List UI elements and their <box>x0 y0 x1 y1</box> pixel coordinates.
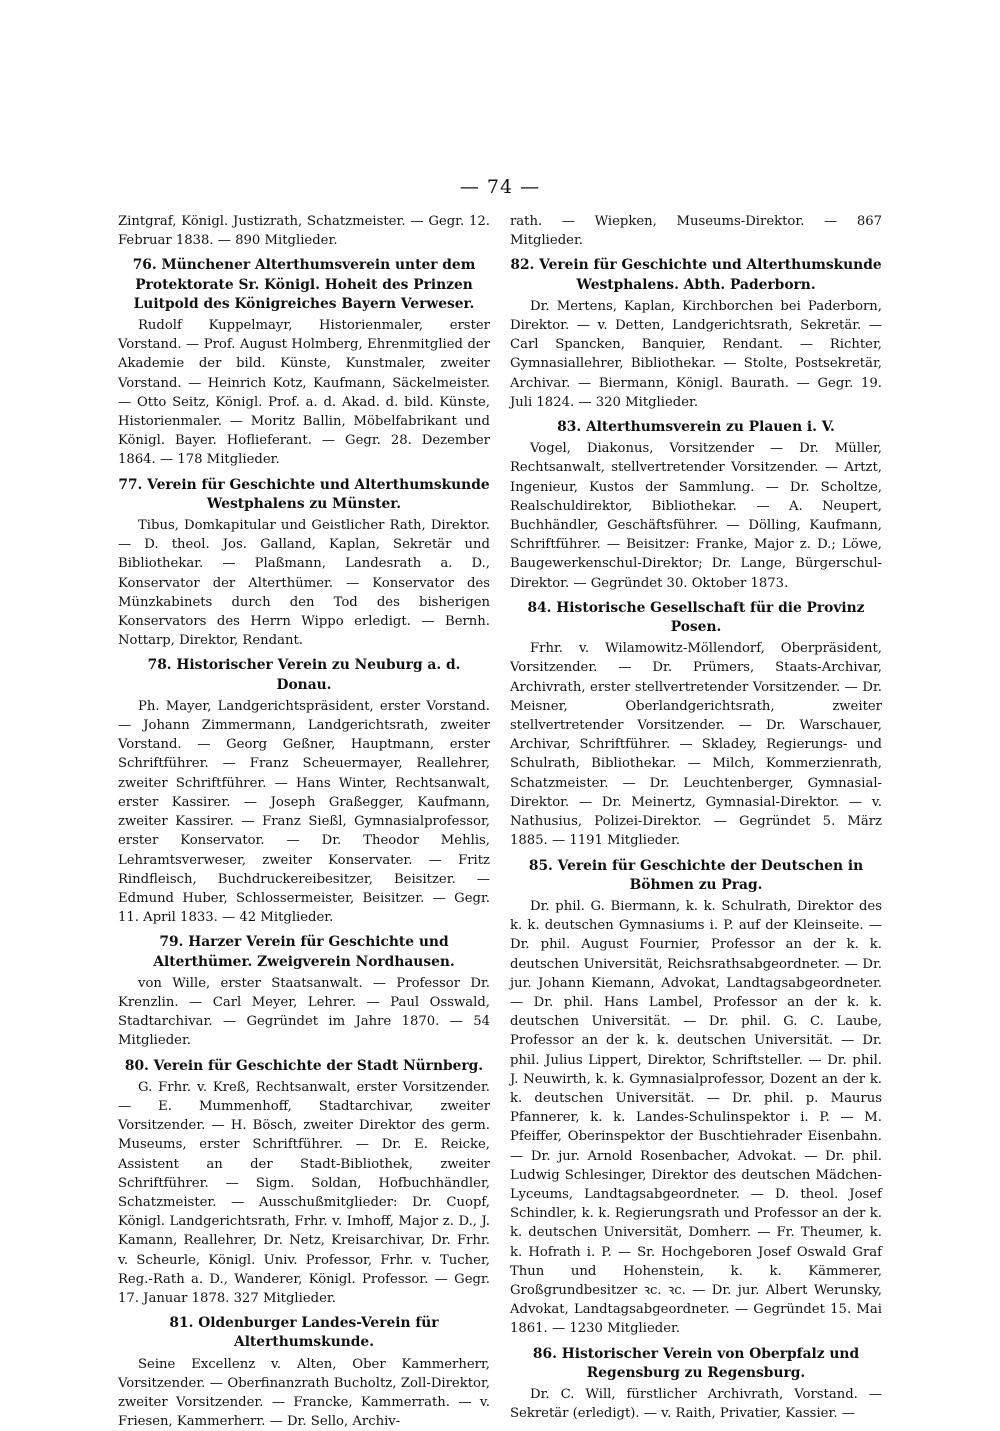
entry-paragraph: Vogel, Diakonus, Vorsitzender — Dr. Müller, Rechtsanwalt, stellvertretender Vorsitzender. — Artzt, Ingenieur, Kustos der Sammlung. — Dr. Scholtze, Realschuldirektor, Bibliothekar. — A. Neupert, Buchhändler, Geschäftsführer. — Dölling, Kaufmann, Schriftführer. — Beisitzer: Franke, Major z. D.; Löwe, Baugewerkenschul-Direktor; Dr. Lange, Bürgerschul-Direktor. — Gegründet 30. Oktober 1873. <box>510 441 882 591</box>
section-heading: 83. Alterthumsverein zu Plauen i. V. <box>557 419 835 436</box>
entry-paragraph: Frhr. v. Wilamowitz-Möllendorf, Oberpräsident, Vorsitzender. — Dr. Prümers, Staats-Archivar, Archivrath, erster stellvertretender Vorsitzender. — Dr. Meisner, Oberlandgerichtsrath, zweiter stellvertretender Vorsitzender. — Dr. Warschauer, Archivar, Schriftführer. — Skladey, Regierungs- und Schulrath, Bibliothekar. — Milch, Kommerzienrath, Schatzmeister. — Dr. Leuchtenberger, Gymnasial-Direktor. — Dr. Meinertz, Gymnasial-Direktor. — v. Nathusius, Polizei-Direktor. — Gegründet 5. März 1885. — 1191 Mitglieder. <box>510 641 882 849</box>
section-heading: 79. Harzer Verein für Geschichte und Alterthümer. Zweigverein Nordhausen. <box>153 934 455 970</box>
section-heading: 84. Historische Gesellschaft für die Provinz Posen. <box>527 599 865 636</box>
entry-paragraph: Dr. Mertens, Kaplan, Kirchborchen bei Paderborn, Direktor. — v. Detten, Landgerichtsrath, Sekretär. — Carl Spancken, Banquier, Rendant. — Richter, Gymnasiallehrer, Bibliothekar. — Stolte, Postsekretär, Archivar. — Biermann, Königl. Baurath. — Gegr. 19. Juli 1824. — 320 Mitglieder. <box>510 298 882 410</box>
entry-paragraph: Rudolf Kuppelmayr, Historienmaler, erster Vorstand. — Prof. August Holmberg, Ehrenmitglied der Akademie der bild. Künste, Kunstmaler, zweiter Vorstand. — Heinrich Kotz, Kaufmann, Säckelmeister. — Otto Seitz, Königl. Prof. a. d. Akad. d. bild. Künste, Historienmaler. — Moritz Ballin, Möbelfabrikant und Königl. Bayer. Hoflieferant. — Gegr. 28. Dezember 1864. — 178 Mitglieder. <box>118 318 490 468</box>
entry-paragraph: von Wille, erster Staatsanwalt. — Professor Dr. Krenzlin. — Carl Meyer, Lehrer. — Paul Osswald, Stadtarchivar. — Gegründet im Jahre 1870. — 54 Mitglieder. <box>118 975 490 1049</box>
entry-paragraph: Dr. C. Will, fürstlicher Archivrath, Vorstand. — Sekretär (erledigt). — v. Raith, Privatier, Kassier. — <box>510 1386 882 1422</box>
section-heading: 85. Verein für Geschichte der Deutschen in Böhmen zu Prag. <box>528 857 864 893</box>
section-heading: 77. Verein für Geschichte und Alterthumskunde Westphalens zu Münster. <box>118 476 490 512</box>
page-number: — 74 — <box>459 176 541 198</box>
right-column <box>510 212 882 1423</box>
entry-paragraph: Seine Excellenz v. Alten, Ober Kammerherr, Vorsitzender. — Oberfinanzrath Bucholtz, Zoll-Direktor, zweiter Vorsitzender. — Francke, Kammerrath. — v. Friesen, Kammerherr. — Dr. Sello, Archiv- <box>118 1356 490 1430</box>
entry-paragraph: rath. — Wiepken, Museums-Direktor. — 867 Mitglieder. <box>510 214 882 249</box>
entry-paragraph: Zintgraf, Königl. Justizrath, Schatzmeister. — Gegr. 12. Februar 1838. — 890 Mitglieder. <box>118 214 490 249</box>
section-heading: 78. Historischer Verein zu Neuburg a. d. Donau. <box>147 657 461 693</box>
entry-paragraph: Dr. phil. G. Biermann, k. k. Schulrath, Direktor des k. k. deutschen Gymnasiums i. P. auf der Kleinseite. — Dr. phil. August Fournier, Professor an der k. k. deutschen Universität, Reichsrathsabgeordneter. — Dr. jur. Johann Kiemann, Advokat, Landtagsabgeordneter. — Dr. phil. Hans Lambel, Professor an der k. k. deutschen Universität. — Dr. phil. G. C. Laube, Professor an der k. k. deutschen Universität. — Dr. phil. Julius Lippert, Direktor, Schriftsteller. — Dr. phil. J. Neuwirth, k. k. Gymnasialprofessor, Dozent an der k. k. deutschen Universität. — Dr. phil. p. Maurus Pfannerer, k. k. Landes-Schulinspektor i. P. — M. Pfeiffer, Oberinspektor der Buschtiehrader Eisenbahn. — Dr. jur. Arnold Rosenbacher, Advokat. — Dr. phil. Ludwig Schlesinger, Direktor des deutschen Mädchen-Lyceums, Landtagsabgeordneter. — D. theol. Josef Schindler, k. k. Regierungsrath und Professor an der k. k. deutschen Universität, Domherr. — Fr. Theumer, k. k. Hofrath i. P. — Sr. Hochgeboren Josef Oswald Graf Thun und Hohenstein, k. k. Kämmerer, Großgrundbesitzer ꝛc. ꝛc. — Dr. jur. Albert Werunsky, Advokat, Landtagsabgeordneter. — Gegründet 15. Mai 1861. — 1230 Mitglieder. <box>510 898 882 1337</box>
left-column <box>118 212 490 1431</box>
section-heading: 86. Historischer Verein von Oberpfalz und Regensburg zu Regensburg. <box>532 1345 860 1381</box>
section-heading: 80. Verein für Geschichte der Stadt Nürnberg. <box>124 1057 484 1074</box>
entry-paragraph: Tibus, Domkapitular und Geistlicher Rath, Direktor. — D. theol. Jos. Galland, Kaplan, Sekretär und Bibliothekar. — Plaßmann, Landesrath a. D., Konservator der Alterthümer. — Konservator des Münzkabinets durch den Tod des bisherigen Konservators des Herrn Wippo erledigt. — Bernh. Nottarp, Direktor, Rendant. <box>118 518 490 649</box>
entry-paragraph: G. Frhr. v. Kreß, Rechtsanwalt, erster Vorsitzender. — E. Mummenhoff, Stadtarchivar, zweiter Vorsitzender. — H. Bösch, zweiter Direktor des germ. Museums, erster Schriftführer. — Dr. E. Reicke, Assistent an der Stadt-Bibliothek, zweiter Schriftführer. — Sigm. Soldan, Hofbuchhändler, Schatzmeister. — Ausschußmitglieder: Dr. Cuopf, Königl. Landgerichtsrath, Frhr. v. Imhoff, Major z. D., J. Kamann, Reallehrer, Dr. Netz, Kreisarchivar, Dr. Frhr. v. Scheurle, Königl. Univ. Professor, Frhr. v. Tucher, Reg.-Rath a. D., Wanderer, Königl. Professor. — Gegr. 17. Januar 1878. 327 Mitglieder. <box>118 1079 490 1306</box>
section-heading: 76. Münchener Alterthumsverein unter dem Protektorate Sr. Königl. Hoheit des Prinzen Luitpold des Königreiches Bayern Verweser. <box>132 257 476 312</box>
section-heading: 81. Oldenburger Landes-Verein für Alterthumskunde. <box>169 1315 439 1351</box>
entry-paragraph: Ph. Mayer, Landgerichtspräsident, erster Vorstand. — Johann Zimmermann, Landgerichtsrath, zweiter Vorstand. — Georg Geßner, Hauptmann, erster Schriftführer. — Franz Scheuermayer, Reallehrer, zweiter Schriftführer. — Hans Winter, Rechtsanwalt, erster Kassirer. — Joseph Graßegger, Kaufmann, zweiter Kassirer. — Franz Sießl, Gymnasialprofessor, erster Konservator. — Dr. Theodor Mehlis, Lehramtsverweser, zweiter Konservater. — Fritz Rindfleisch, Buchdruckereibesitzer, Beisitzer. — Edmund Huber, Schlossermeister, Beisitzer. — Gegr. 11. April 1833. — 42 Mitglieder. <box>118 698 490 926</box>
section-heading: 82. Verein für Geschichte und Alterthumskunde Westphalens. Abth. Paderborn. <box>510 257 882 293</box>
